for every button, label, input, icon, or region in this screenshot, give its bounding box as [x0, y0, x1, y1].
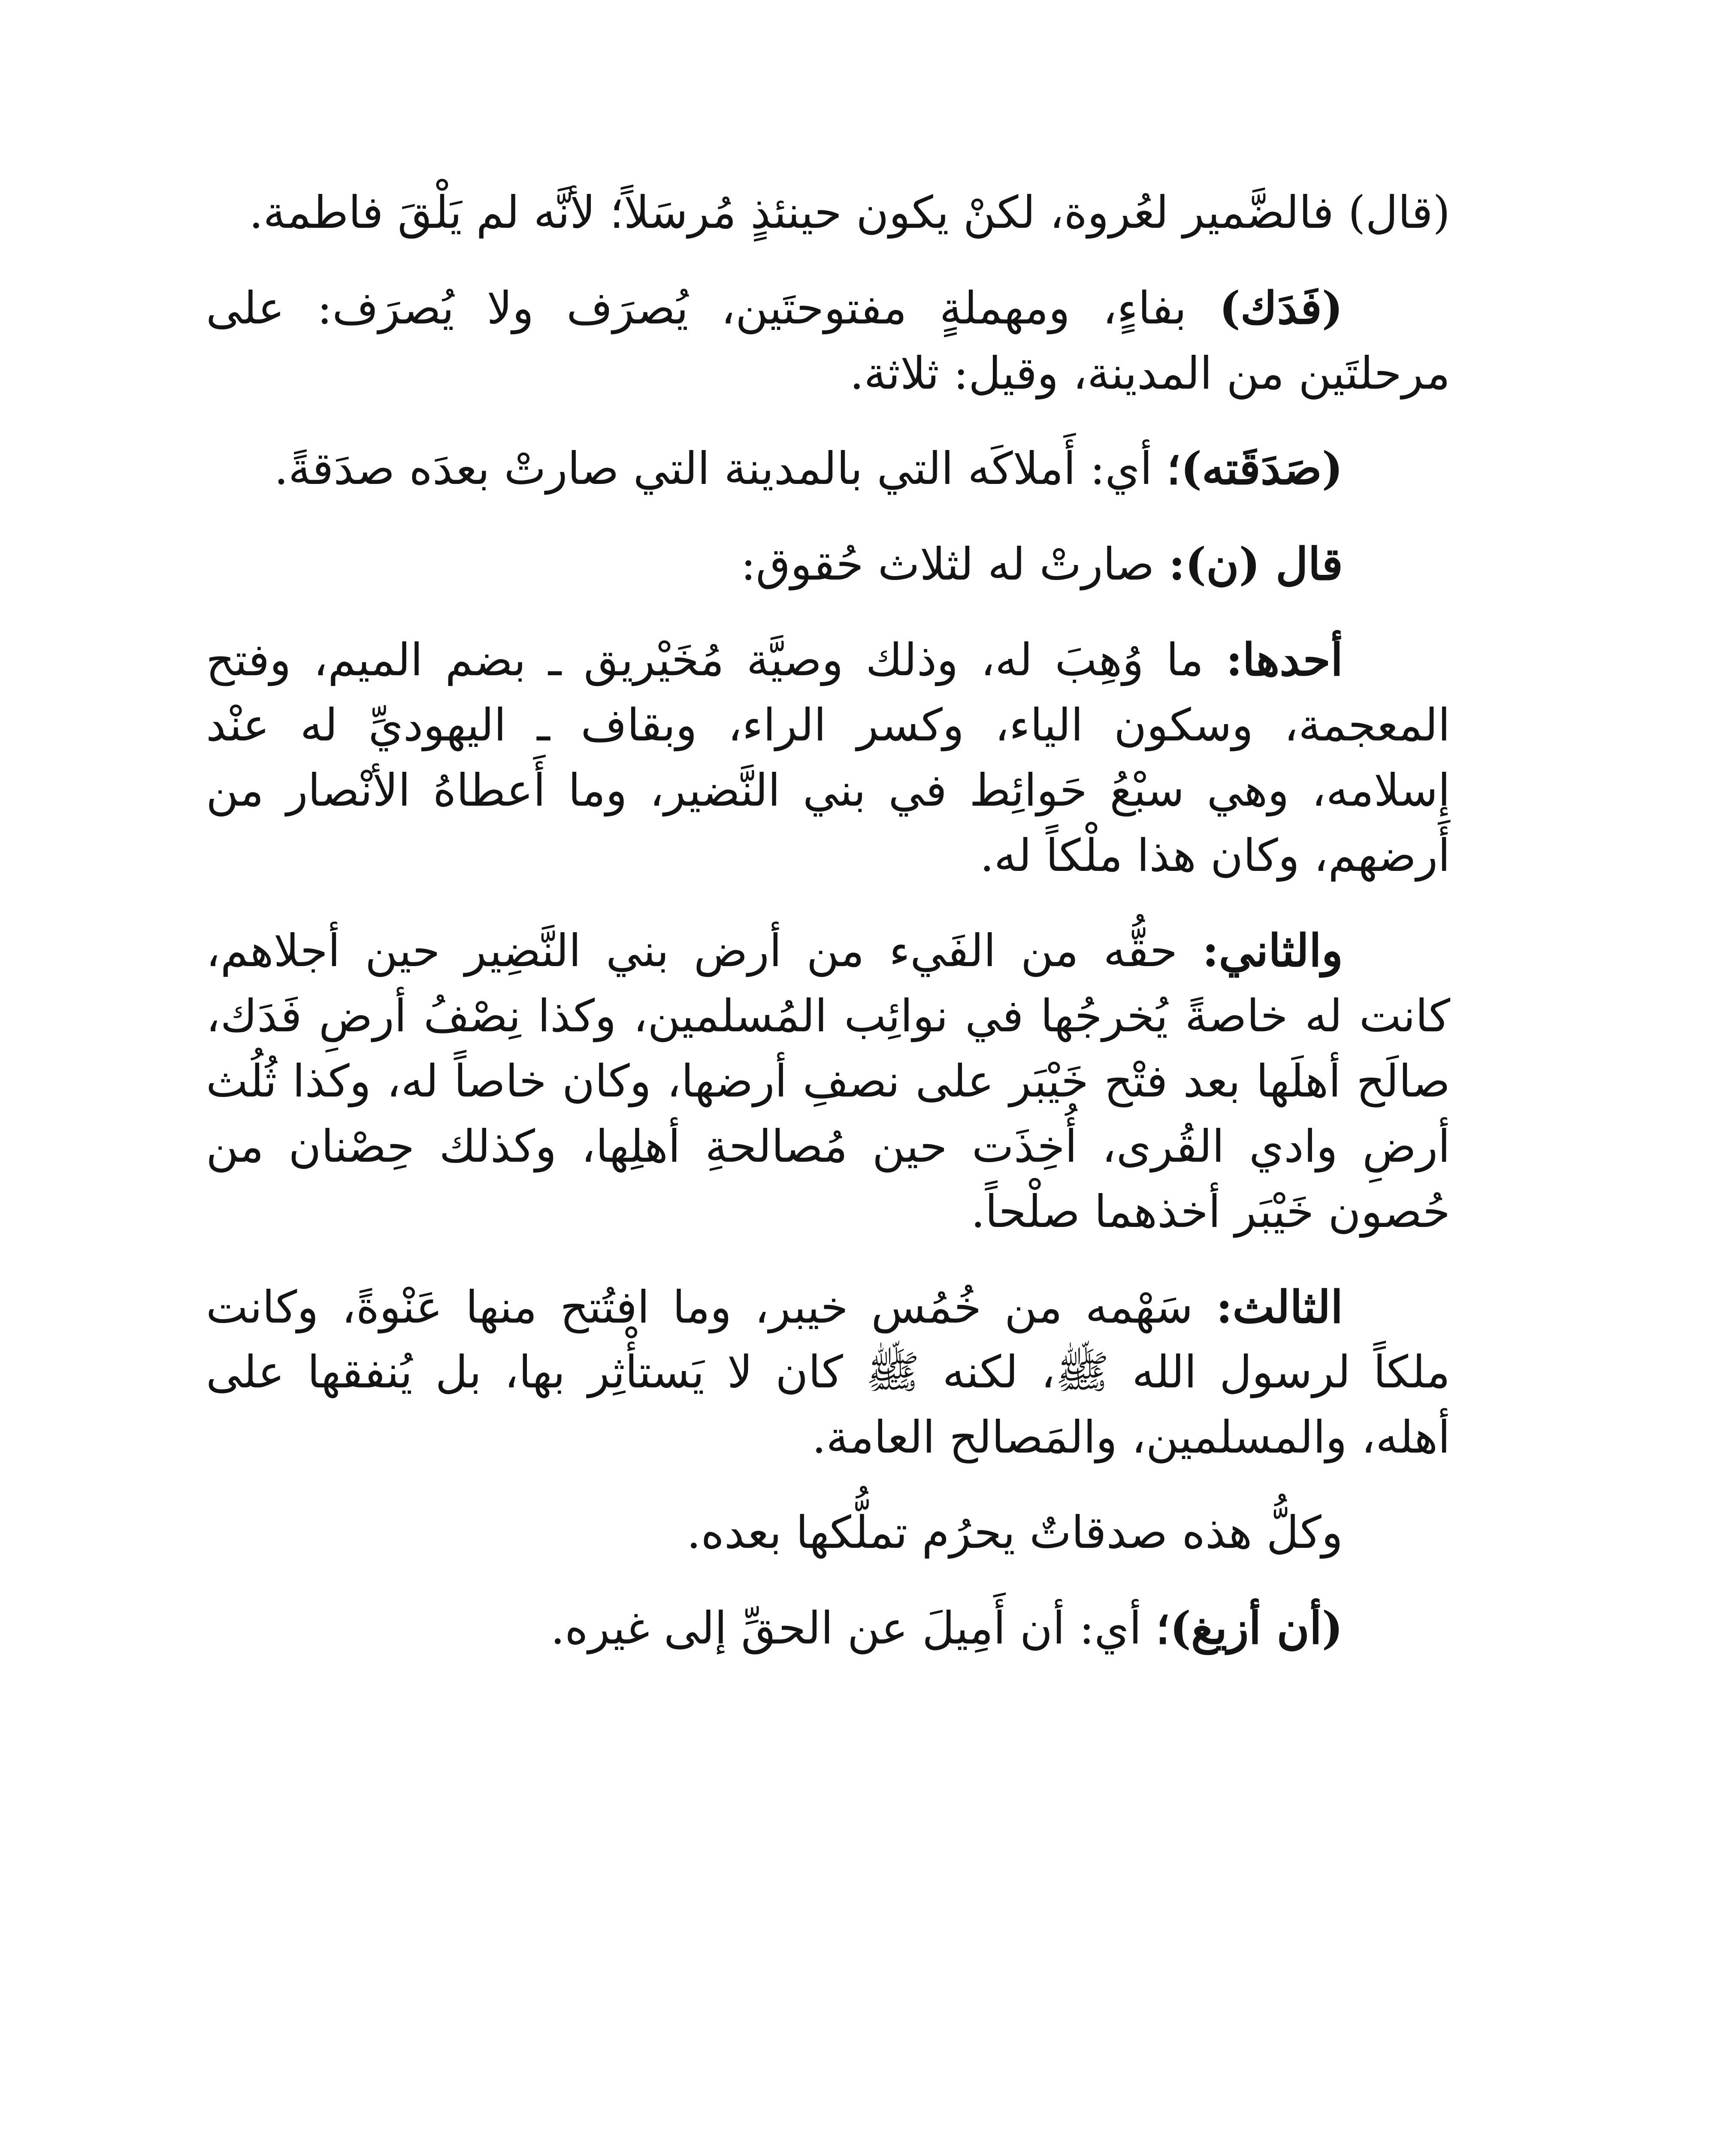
- paragraph-5: [206, 627, 1450, 888]
- paragraph-4-text: صارتْ له لثلاث حُقوق:: [741, 538, 1155, 591]
- paragraph-6: [206, 918, 1450, 1244]
- paragraph-1: [206, 180, 1450, 245]
- paragraph-8-text: وكلُّ هذه صدقاتٌ يحرُم تملُّكها بعده.: [687, 1506, 1343, 1559]
- paragraph-2-term: (فَدَك): [1219, 281, 1343, 334]
- paragraph-4-term: قال (ن):: [1168, 538, 1343, 591]
- paragraph-2-text: بفاءٍ، ومهملةٍ مفتوحتَين، يُصرَف ولا يُصرَف: على مرحلتَين من المدينة، وقيل: ثلاثة.: [206, 281, 1450, 399]
- paragraph-9: [206, 1595, 1450, 1661]
- page-body: [206, 180, 1450, 2145]
- paragraph-7: [206, 1275, 1450, 1470]
- paragraph-7-text: سَهْمه من خُمُس خيبر، وما افتُتح منها عَنْوةً، وكانت ملكاً لرسول الله ﷺ، لكنه ﷺ كان لا يَستأْثِر بها، بل يُنفقها على أهله، والمسلمين، والمَصالح العامة.: [206, 1281, 1450, 1464]
- paragraph-6-term: والثاني:: [1202, 924, 1343, 977]
- paragraph-3-term: (صَدَقَته)؛: [1166, 442, 1343, 495]
- paragraph-1-text: (قال) فالضَّمير لعُروة، لكنْ يكون حينئذٍ مُرسَلاً؛ لأنَّه لم يَلْقَ فاطمة.: [249, 186, 1450, 239]
- paragraph-8: [206, 1500, 1450, 1565]
- paragraph-7-term: الثالث:: [1216, 1280, 1343, 1333]
- paragraph-3-text: أي: أَملاكَه التي بالمدينة التي صارتْ بعدَه صدَقةً.: [274, 442, 1152, 495]
- paragraph-6-text: حقُّه من الفَيء من أرض بني النَّضِير حين أجلاهم، كانت له خاصةً يُخرجُها في نوائِب المُسلمين، وكذا نِصْفُ أرضِ فَدَك، صالَح أهلَها بعد فتْح خَيْبَر على نصفِ أرضها، وكان خاصاً له، وكذا ثُلُث أرضِ وادي القُرى، أُخِذَت حين مُصالحةِ أهلِها، وكذلك حِصْنان من حُصون خَيْبَر أخذهما صلْحاً.: [206, 924, 1450, 1238]
- paragraph-9-text: أي: أن أَمِيلَ عن الحقِّ إلى غيره.: [550, 1601, 1142, 1654]
- paragraph-2: [206, 275, 1450, 406]
- paragraph-3: [206, 436, 1450, 502]
- paragraph-5-term: أحدها:: [1226, 633, 1343, 686]
- paragraph-9-term: (أن أزيغ)؛: [1155, 1601, 1343, 1654]
- paragraph-5-text: ما وُهِبَ له، وذلك وصيَّة مُخَيْريق ـ بضم الميم، وفتح المعجمة، وسكون الياء، وكسر الراء، وبقاف ـ اليهوديِّ له عنْد إسلامه، وهي سبْعُ حَوائِط في بني النَّضير، وما أَعطاهُ الأنْصار من أَرضهم، وكان هذا ملْكاً له.: [206, 634, 1450, 882]
- paragraph-4: [206, 532, 1450, 597]
